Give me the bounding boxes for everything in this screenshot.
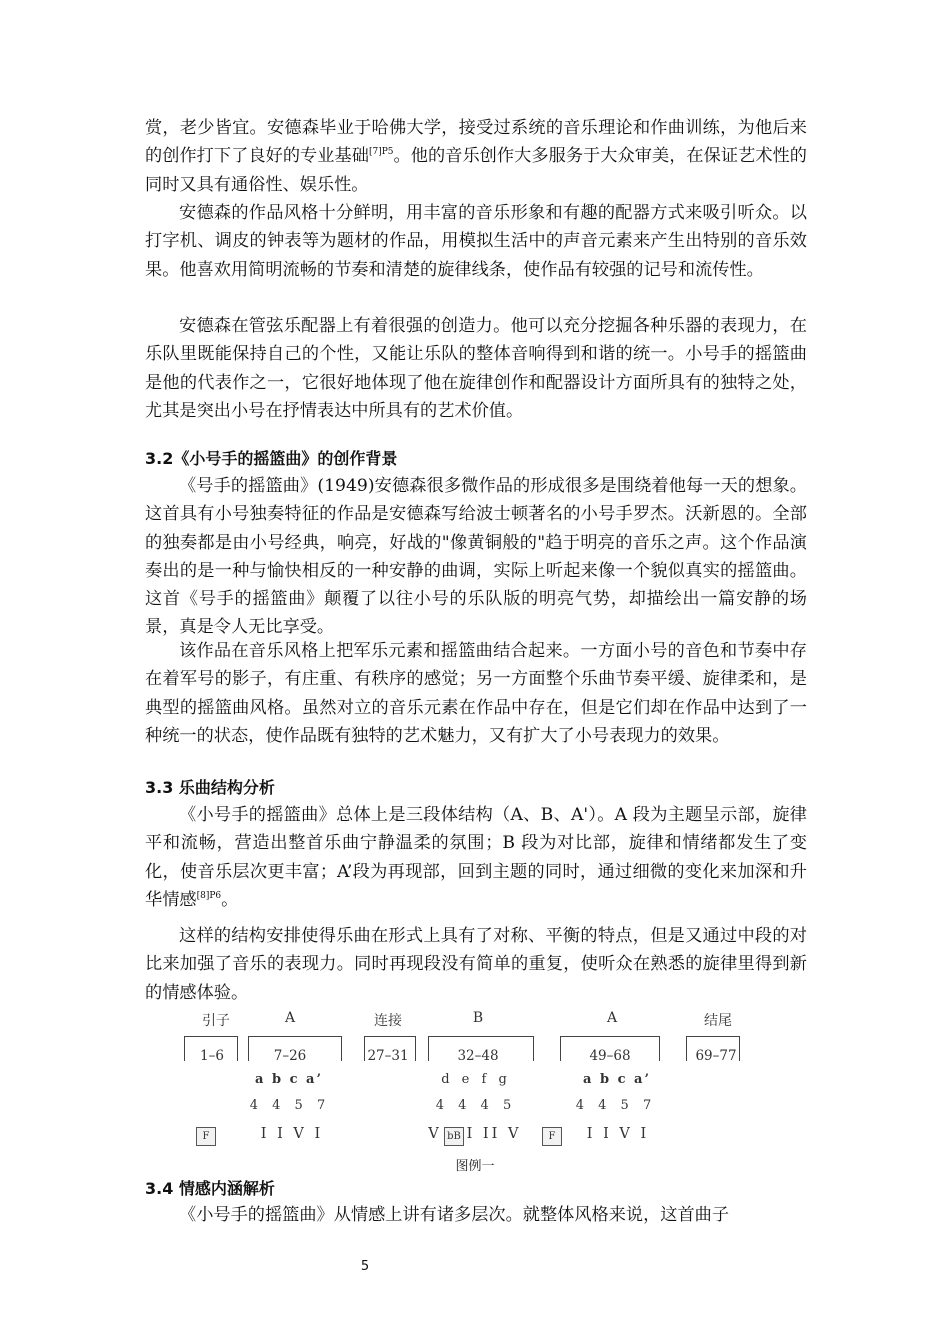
harmony: V xyxy=(428,1126,442,1142)
citation: [7]P5 xyxy=(368,147,394,158)
page-number: 5 xyxy=(360,1259,370,1274)
citation: [8]P6 xyxy=(196,890,222,901)
paragraph-text: 。 xyxy=(221,889,239,910)
section-label: 连接 xyxy=(374,1013,402,1029)
paragraph: 《小号手的摇篮曲》从情感上讲有诸多层次。就整体风格来说，这首曲子 xyxy=(179,1205,730,1225)
measure-counts: 4 4 4 5 xyxy=(435,1098,517,1113)
phrase-letters: a b c a’ xyxy=(583,1072,651,1087)
measure-range: 49–68 xyxy=(589,1048,631,1064)
section-label: A xyxy=(284,1010,296,1026)
section-heading: 3.4 情感内涵解析 xyxy=(145,1179,275,1198)
paragraph: 《号手的摇篮曲》(1949)安德森很多微作品的形成很多是围绕着他每一天的想象。这首具有小号独奏特征的作品是安德森写给波士顿著名的小号手罗杰。沃新恩的。全部的独奏都是由小号经典，响亮，好战的"像黄铜般的"趋于明亮的音乐之声。这个作品演奏出的是一种与愉快相反的一种安静的曲调，实际上听起来像一个貌似真实的摇篮曲。这首《号手的摇篮曲》颠覆了以往小号的乐队版的明亮气势，却描绘出一篇安静的场景，真是令人无比享受。 xyxy=(145,476,807,638)
paragraph-text: 。他的音乐创作大多服务于大众审美，在保证艺术性的同时又具有通俗性、娱乐性。 xyxy=(145,146,807,195)
measure-counts: 4 4 5 7 xyxy=(249,1098,331,1113)
measure-range: 32–48 xyxy=(457,1048,499,1064)
phrase-letters: d e f g xyxy=(441,1072,511,1087)
measure-range: 1–6 xyxy=(200,1048,224,1064)
paragraph: 这样的结构安排使得乐曲在形式上具有了对称、平衡的特点，但是又通过中段的对比来加强了音乐的表现力。同时再现段没有简单的重复，使听众在熟悉的旋律里得到新的情感体验。 xyxy=(145,926,807,1003)
measure-range: 7–26 xyxy=(273,1048,307,1064)
paragraph: 安德森在管弦乐配器上有着很强的创造力。他可以充分挖掘各种乐器的表现力，在乐队里既能保持自己的个性，又能让乐队的整体音响得到和谐的统一。小号手的摇篮曲是他的代表作之一，它很好地体现了他在旋律创作和配器设计方面所具有的独特之处，尤其是突出小号在抒情表达中所具有的艺术价值。 xyxy=(145,316,807,421)
paragraph xyxy=(145,114,807,199)
section-label: 引子 xyxy=(202,1013,230,1029)
section-label: B xyxy=(472,1010,484,1026)
key-box: bB xyxy=(444,1127,464,1146)
phrase-letters: a b c a’ xyxy=(255,1072,323,1087)
paragraph-text: 《小号手的摇篮曲》总体上是三段体结构（A、B、A'）。A 段为主题呈示部，旋律平和流畅，营造出整首乐曲宁静温柔的氛围；B 段为对比部，旋律和情绪都发生了变化，使音乐层次更丰富；A’段为再现部，回到主题的同时，通过细微的变化来加深和升华情感 xyxy=(145,805,807,910)
measure-range: 27–31 xyxy=(367,1048,409,1064)
harmony: I II V xyxy=(466,1126,522,1142)
harmony: I I V I xyxy=(586,1126,650,1142)
section-heading: 3.2《小号手的摇篮曲》的创作背景 xyxy=(145,449,398,468)
structure-diagram xyxy=(180,1006,750,1154)
section-label: A xyxy=(606,1010,618,1026)
section-heading: 3.3 乐曲结构分析 xyxy=(145,778,275,797)
paragraph: 该作品在音乐风格上把军乐元素和摇篮曲结合起来。一方面小号的音色和节奏中存在着军号的影子，有庄重、有秩序的感觉；另一方面整个乐曲节奏平缓、旋律柔和，是典型的摇篮曲风格。虽然对立的音乐元素在作品中存在，但是它们却在作品中达到了一种统一的状态，使作品既有独特的艺术魅力，又有扩大了小号表现力的效果。 xyxy=(145,641,807,746)
measure-counts: 4 4 5 7 xyxy=(575,1098,657,1113)
figure-caption: 图例一 xyxy=(455,1159,495,1174)
paragraph xyxy=(145,801,807,914)
section-label: 结尾 xyxy=(704,1013,732,1029)
key-box: F xyxy=(542,1127,562,1146)
paragraph-text: 赏，老少皆宜。安德森毕业于哈佛大学，接受过系统的音乐理论和作曲训练，为他后来的创作打下了良好的专业基础 xyxy=(145,118,807,167)
paragraph: 安德森的作品风格十分鲜明，用丰富的音乐形象和有趣的配器方式来吸引听众。以打字机、调皮的钟表等为题材的作品，用模拟生活中的声音元素来产生出特别的音乐效果。他喜欢用简明流畅的节奏和清楚的旋律线条，使作品有较强的记号和流传性。 xyxy=(145,203,807,280)
harmony: I I V I xyxy=(260,1126,324,1142)
measure-range: 69–77 xyxy=(695,1048,737,1064)
key-box: F xyxy=(196,1127,216,1146)
